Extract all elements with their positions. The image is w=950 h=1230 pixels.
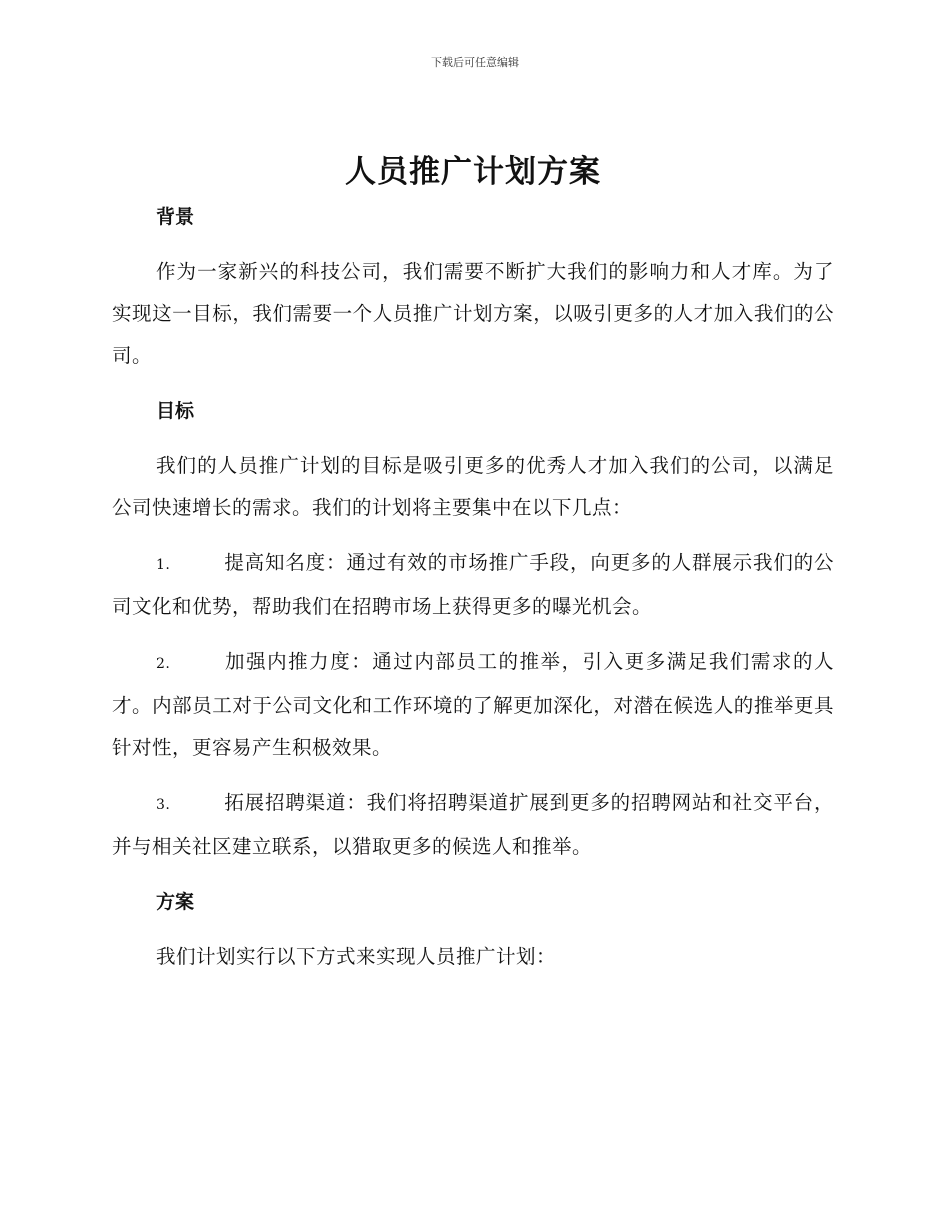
list-item	[112, 542, 834, 628]
list-item-text: 加强内推力度：通过内部员工的推举，引入更多满足我们需求的人才。内部员工对于公司文化和工作环境的了解更加深化，对潜在候选人的推举更具针对性，更容易产生积极效果。	[112, 650, 834, 759]
spacer	[112, 377, 834, 390]
background-paragraph: 作为一家新兴的科技公司，我们需要不断扩大我们的影响力和人才库。为了实现这一目标，我们需要一个人员推广计划方案，以吸引更多的人才加入我们的公司。	[112, 260, 834, 367]
document-title: 人员推广计划方案	[345, 154, 601, 190]
list-item-number: 3.	[156, 797, 171, 813]
list-item	[112, 782, 834, 868]
spacer	[112, 868, 834, 881]
spacer	[112, 432, 834, 445]
header-note: 下载后可任意编辑	[431, 56, 519, 69]
list-item-number: 2.	[156, 656, 171, 672]
spacer	[112, 628, 834, 641]
list-item	[112, 641, 834, 769]
spacer	[112, 923, 834, 936]
list-item-number: 1.	[156, 557, 171, 573]
list-item-text: 提高知名度：通过有效的市场推广手段，向更多的人群展示我们的公司文化和优势，帮助我们在招聘市场上获得更多的曝光机会。	[112, 551, 834, 618]
list-item-text: 拓展招聘渠道：我们将招聘渠道扩展到更多的招聘网站和社交平台，并与相关社区建立联系，以猎取更多的候选人和推举。	[112, 791, 834, 858]
section-heading-plan: 方案	[156, 891, 195, 913]
section-heading-background: 背景	[156, 206, 195, 228]
plan-paragraph: 我们计划实行以下方式来实现人员推广计划：	[156, 945, 557, 968]
spacer	[112, 529, 834, 542]
section-heading-goal: 目标	[156, 400, 195, 422]
spacer	[112, 769, 834, 782]
document-body	[112, 148, 834, 978]
spacer	[112, 238, 834, 251]
goal-paragraph: 我们的人员推广计划的目标是吸引更多的优秀人才加入我们的公司，以满足公司快速增长的需求。我们的计划将主要集中在以下几点：	[112, 454, 834, 519]
